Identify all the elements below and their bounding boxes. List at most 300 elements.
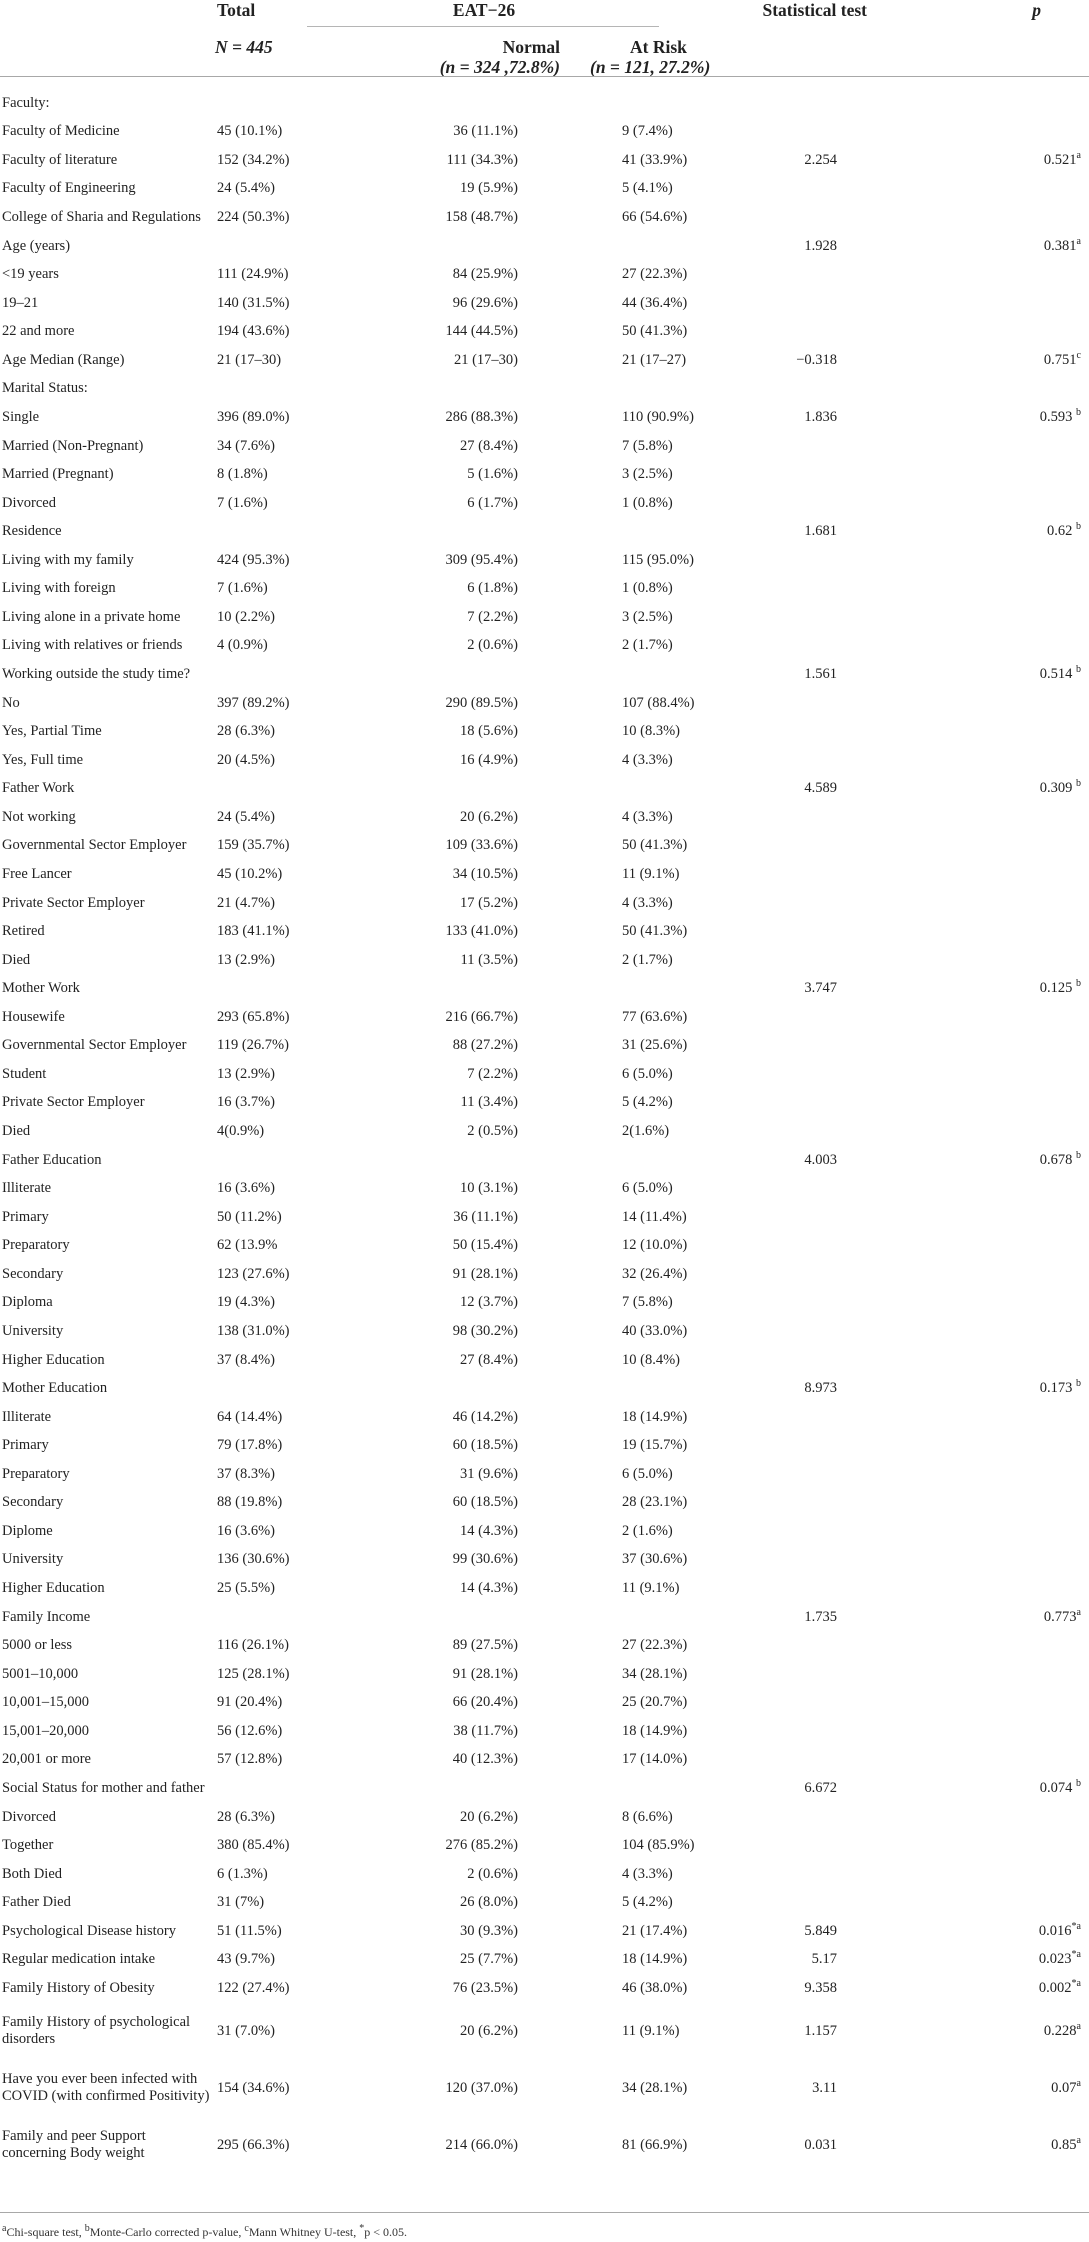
cell-statistic <box>729 2117 889 2174</box>
cell-statistic <box>729 175 889 204</box>
cell-total-text: 13 (2.9%) <box>217 1065 275 1082</box>
cell-normal <box>299 203 590 232</box>
row-label-text: Housewife <box>2 1008 65 1025</box>
cell-normal <box>299 1746 590 1775</box>
header-statistical-test: Statistical test <box>762 0 867 20</box>
cell-statistic <box>729 1460 889 1489</box>
p-value-superscript: a <box>1076 1606 1081 1618</box>
cell-p-value <box>889 1774 1089 1803</box>
cell-at-risk-text: 4 (3.3%) <box>622 1865 673 1882</box>
cell-p-value <box>889 803 1089 832</box>
cell-total-text: 122 (27.4%) <box>217 1979 290 1996</box>
row-label-text: Family Income <box>2 1608 91 1625</box>
row-label <box>0 375 213 404</box>
cell-normal <box>299 1631 590 1660</box>
cell-normal <box>299 1603 590 1632</box>
cell-at-risk-text: 10 (8.4%) <box>622 1351 680 1368</box>
cell-at-risk-text: 34 (28.1%) <box>622 1665 688 1682</box>
cell-p-value <box>889 2003 1089 2060</box>
table-row <box>0 260 1089 289</box>
cell-normal <box>299 1089 590 1118</box>
cell-at-risk-text: 104 (85.9%) <box>622 1837 695 1854</box>
cell-at-risk <box>590 2003 729 2060</box>
p-value-superscript: b <box>1076 1378 1081 1390</box>
footnote-b-mark: b <box>84 2223 90 2234</box>
table-row <box>0 1974 1089 2003</box>
row-label <box>0 974 213 1003</box>
cell-p-value <box>889 232 1089 261</box>
table-row <box>0 917 1089 946</box>
cell-total <box>213 1746 299 1775</box>
table-row <box>0 1460 1089 1489</box>
header-normal <box>299 31 590 89</box>
p-value-superscript: a <box>1076 2077 1081 2089</box>
cell-p-value <box>889 1403 1089 1432</box>
table-row <box>0 603 1089 632</box>
table-row <box>0 89 1089 118</box>
cell-at-risk-text: 4 (3.3%) <box>622 808 673 825</box>
cell-statistic-text: 1.681 <box>804 523 837 540</box>
cell-p-value <box>889 689 1089 718</box>
cell-normal <box>299 1260 590 1289</box>
p-value-superscript: c <box>1076 350 1081 362</box>
cell-total-text: 16 (3.7%) <box>217 1094 275 1111</box>
cell-statistic <box>729 1060 889 1089</box>
cell-total <box>213 1803 299 1832</box>
cell-p-value-text: 0.381 <box>1043 237 1077 254</box>
cell-total-text: 31 (7.0%) <box>217 2022 275 2039</box>
cell-p-value <box>889 403 1089 432</box>
cell-p-value <box>889 632 1089 661</box>
table-row <box>0 1232 1089 1261</box>
header-eat26: EAT−26 <box>299 0 729 31</box>
cell-statistic <box>729 289 889 318</box>
cell-statistic <box>729 546 889 575</box>
p-value-superscript: b <box>1076 1149 1081 1161</box>
cell-p-value <box>889 489 1089 518</box>
cell-p-value <box>889 1032 1089 1061</box>
cell-total <box>213 803 299 832</box>
row-label <box>0 318 213 347</box>
table-row <box>0 403 1089 432</box>
cell-normal-text: 111 (34.3%) <box>446 151 518 168</box>
cell-normal <box>299 2060 590 2117</box>
cell-at-risk <box>590 1746 729 1775</box>
row-label <box>0 2117 213 2174</box>
row-label <box>0 575 213 604</box>
table-row <box>0 1374 1089 1403</box>
cell-total <box>213 1689 299 1718</box>
cell-normal-text: 14 (4.3%) <box>460 1522 518 1539</box>
row-label <box>0 1888 213 1917</box>
row-label-text: Preparatory <box>2 1465 70 1482</box>
row-label-text: Marital Status: <box>2 380 88 397</box>
row-label <box>0 689 213 718</box>
cell-p-value <box>889 1174 1089 1203</box>
cell-at-risk-text: 18 (14.9%) <box>622 1951 688 1968</box>
cell-statistic-text: 2.254 <box>804 151 837 168</box>
cell-p-value <box>889 1203 1089 1232</box>
row-label <box>0 1174 213 1203</box>
cell-total-text: 64 (14.4%) <box>217 1408 283 1425</box>
cell-at-risk-text: 115 (95.0%) <box>622 551 694 568</box>
p-value-superscript: b <box>1076 664 1081 676</box>
cell-normal-text: 290 (89.5%) <box>445 694 518 711</box>
table-row <box>0 1717 1089 1746</box>
cell-total-text: 21 (4.7%) <box>217 894 275 911</box>
cell-total <box>213 603 299 632</box>
cell-at-risk <box>590 1689 729 1718</box>
cell-normal <box>299 746 590 775</box>
row-label <box>0 232 213 261</box>
row-label-text: Psychological Disease history <box>2 1922 176 1939</box>
cell-p-value <box>889 660 1089 689</box>
row-label-text: Both Died <box>2 1865 63 1882</box>
cell-statistic <box>729 403 889 432</box>
row-label-text: Diplome <box>2 1522 53 1539</box>
cell-total-text: 424 (95.3%) <box>217 551 290 568</box>
cell-p-value <box>889 575 1089 604</box>
cell-total-text: 34 (7.6%) <box>217 437 275 454</box>
table-row <box>0 375 1089 404</box>
cell-statistic <box>729 1831 889 1860</box>
cell-total-text: 56 (12.6%) <box>217 1722 283 1739</box>
row-label-text: Father Education <box>2 1151 102 1168</box>
row-label <box>0 1603 213 1632</box>
cell-statistic <box>729 889 889 918</box>
cell-at-risk <box>590 1232 729 1261</box>
cell-statistic-text: 1.928 <box>804 237 837 254</box>
cell-at-risk-text: 27 (22.3%) <box>622 1637 688 1654</box>
cell-at-risk <box>590 2117 729 2174</box>
table-row <box>0 346 1089 375</box>
cell-at-risk <box>590 1631 729 1660</box>
row-label <box>0 1060 213 1089</box>
cell-p-value <box>889 603 1089 632</box>
cell-normal <box>299 346 590 375</box>
table-row <box>0 660 1089 689</box>
cell-p-value <box>889 1003 1089 1032</box>
table-row <box>0 860 1089 889</box>
row-label-text: Yes, Full time <box>2 751 84 768</box>
row-label <box>0 1460 213 1489</box>
row-label-text: 5001–10,000 <box>2 1665 79 1682</box>
cell-at-risk <box>590 1203 729 1232</box>
cell-p-value-text: 0.678 <box>1039 1151 1076 1168</box>
table-row <box>0 1032 1089 1061</box>
cell-p-value-text: 0.07 <box>1051 2079 1077 2096</box>
p-value-superscript: a <box>1076 150 1081 162</box>
cell-at-risk <box>590 1489 729 1518</box>
cell-normal <box>299 1888 590 1917</box>
cell-total <box>213 489 299 518</box>
cell-statistic <box>729 603 889 632</box>
cell-statistic <box>729 1403 889 1432</box>
cell-normal <box>299 1489 590 1518</box>
row-label-text: Preparatory <box>2 1237 70 1254</box>
cell-p-value <box>889 1603 1089 1632</box>
footnote-a-text: Chi-square test, <box>6 2225 85 2239</box>
cell-at-risk <box>590 1860 729 1889</box>
row-label-text: Living with relatives or friends <box>2 637 183 654</box>
table-row <box>0 1003 1089 1032</box>
cell-total-text: 111 (24.9%) <box>217 266 289 283</box>
cell-at-risk-text: 11 (9.1%) <box>622 865 680 882</box>
row-label-text: Faculty of literature <box>2 151 118 168</box>
cell-at-risk-text: 66 (54.6%) <box>622 209 688 226</box>
row-label-text: Student <box>2 1065 47 1082</box>
p-value-superscript: b <box>1076 1778 1081 1790</box>
cell-normal-text: 14 (4.3%) <box>460 1580 518 1597</box>
cell-at-risk <box>590 2060 729 2117</box>
cell-at-risk <box>590 1289 729 1318</box>
p-value-superscript: *a <box>1071 1978 1081 1990</box>
cell-normal <box>299 517 590 546</box>
cell-total-text: 183 (41.1%) <box>217 923 290 940</box>
cell-statistic <box>729 489 889 518</box>
cell-normal <box>299 603 590 632</box>
cell-p-value <box>889 1146 1089 1175</box>
cell-p-value <box>889 1574 1089 1603</box>
cell-statistic <box>729 1317 889 1346</box>
row-label-text: Living with my family <box>2 551 134 568</box>
cell-at-risk <box>590 1660 729 1689</box>
cell-total <box>213 517 299 546</box>
cell-statistic <box>729 2003 889 2060</box>
cell-at-risk-text: 18 (14.9%) <box>622 1722 688 1739</box>
table-row <box>0 146 1089 175</box>
cell-at-risk-text: 10 (8.3%) <box>622 723 680 740</box>
cell-statistic <box>729 2060 889 2117</box>
row-label-text: Primary <box>2 1437 49 1454</box>
cell-at-risk <box>590 946 729 975</box>
cell-total <box>213 1403 299 1432</box>
cell-total <box>213 1032 299 1061</box>
row-label-text: Primary <box>2 1208 49 1225</box>
cell-at-risk <box>590 1060 729 1089</box>
cell-at-risk <box>590 1831 729 1860</box>
cell-total <box>213 832 299 861</box>
cell-p-value <box>889 1317 1089 1346</box>
cell-normal-text: 38 (11.7%) <box>453 1722 518 1739</box>
cell-p-value <box>889 717 1089 746</box>
p-value-superscript: b <box>1076 778 1081 790</box>
cell-at-risk-text: 50 (41.3%) <box>622 923 688 940</box>
cell-statistic <box>729 1489 889 1518</box>
table-row <box>0 746 1089 775</box>
row-label-text: Divorced <box>2 1808 56 1825</box>
table-row <box>0 1888 1089 1917</box>
row-label <box>0 1574 213 1603</box>
cell-normal-text: 309 (95.4%) <box>445 551 518 568</box>
cell-total <box>213 260 299 289</box>
table-row <box>0 1174 1089 1203</box>
cell-statistic-text: 5.849 <box>804 1922 837 1939</box>
row-label <box>0 660 213 689</box>
cell-p-value <box>889 1089 1089 1118</box>
cell-statistic <box>729 318 889 347</box>
table-row <box>0 1060 1089 1089</box>
row-label <box>0 517 213 546</box>
cell-total <box>213 1546 299 1575</box>
header-rule <box>0 76 1089 77</box>
cell-p-value <box>889 860 1089 889</box>
table-body <box>0 89 1089 2174</box>
cell-p-value <box>889 175 1089 204</box>
row-label-text: Governmental Sector Employer <box>2 1037 187 1054</box>
cell-normal <box>299 917 590 946</box>
cell-at-risk <box>590 517 729 546</box>
row-label-text: Together <box>2 1837 54 1854</box>
cell-normal-text: 6 (1.7%) <box>467 494 518 511</box>
cell-normal <box>299 260 590 289</box>
cell-at-risk <box>590 860 729 889</box>
cell-total <box>213 746 299 775</box>
cell-normal-text: 5 (1.6%) <box>467 466 518 483</box>
cell-total <box>213 1460 299 1489</box>
cell-total-text: 50 (11.2%) <box>217 1208 282 1225</box>
cell-total-text: 8 (1.8%) <box>217 466 268 483</box>
cell-at-risk <box>590 1546 729 1575</box>
cell-statistic <box>729 1089 889 1118</box>
cell-p-value <box>889 1232 1089 1261</box>
cell-at-risk-text: 21 (17–27) <box>622 351 687 368</box>
cell-at-risk <box>590 232 729 261</box>
cell-statistic-text: 3.747 <box>804 980 837 997</box>
row-label-text: University <box>2 1551 64 1568</box>
row-label <box>0 717 213 746</box>
table-row <box>0 289 1089 318</box>
cell-total <box>213 203 299 232</box>
cell-statistic-text: 8.973 <box>804 1380 837 1397</box>
row-label-text: Higher Education <box>2 1351 105 1368</box>
cell-at-risk <box>590 1603 729 1632</box>
cell-normal <box>299 632 590 661</box>
cell-at-risk-text: 21 (17.4%) <box>622 1922 688 1939</box>
cell-normal-text: 20 (6.2%) <box>460 808 518 825</box>
cell-normal-text: 84 (25.9%) <box>452 266 518 283</box>
table-row <box>0 546 1089 575</box>
cell-p-value <box>889 203 1089 232</box>
cell-at-risk-text: 12 (10.0%) <box>622 1237 688 1254</box>
cell-total <box>213 889 299 918</box>
cell-at-risk-text: 8 (6.6%) <box>622 1808 673 1825</box>
cell-normal <box>299 1974 590 2003</box>
cell-at-risk-text: 1 (0.8%) <box>622 580 673 597</box>
cell-at-risk <box>590 489 729 518</box>
cell-normal-text: 7 (2.2%) <box>467 1065 518 1082</box>
cell-p-value <box>889 432 1089 461</box>
cell-normal <box>299 1232 590 1261</box>
cell-at-risk <box>590 460 729 489</box>
cell-total-text: 62 (13.9% <box>217 1237 278 1254</box>
row-label <box>0 460 213 489</box>
cell-total <box>213 2060 299 2117</box>
cell-statistic-text: 0.031 <box>804 2136 837 2153</box>
table-row <box>0 974 1089 1003</box>
row-label-text: Single <box>2 408 40 425</box>
cell-total <box>213 1203 299 1232</box>
table-row <box>0 489 1089 518</box>
cell-total-text: 24 (5.4%) <box>217 808 275 825</box>
eat26-underline <box>307 26 659 27</box>
cell-p-value <box>889 746 1089 775</box>
row-label-text: Divorced <box>2 494 56 511</box>
footnote <box>2 2225 407 2240</box>
cell-at-risk-text: 3 (2.5%) <box>622 608 673 625</box>
cell-normal-text: 31 (9.6%) <box>460 1465 518 1482</box>
cell-at-risk <box>590 1717 729 1746</box>
cell-normal-text: 7 (2.2%) <box>467 608 518 625</box>
cell-at-risk-text: 5 (4.1%) <box>622 180 673 197</box>
cell-at-risk <box>590 832 729 861</box>
cell-at-risk <box>590 603 729 632</box>
cell-normal-text: 25 (7.7%) <box>460 1951 518 1968</box>
cell-at-risk <box>590 289 729 318</box>
cell-total-text: 16 (3.6%) <box>217 1522 275 1539</box>
cell-p-value <box>889 375 1089 404</box>
cell-statistic <box>729 1860 889 1889</box>
cell-p-value <box>889 1489 1089 1518</box>
cell-normal-text: 46 (14.2%) <box>452 1408 518 1425</box>
cell-total <box>213 1717 299 1746</box>
table-row <box>0 1517 1089 1546</box>
row-label-text: No <box>2 694 20 711</box>
cell-total-text: 7 (1.6%) <box>217 580 268 597</box>
cell-normal-text: 214 (66.0%) <box>445 2136 518 2153</box>
cell-p-value <box>889 1346 1089 1375</box>
row-label <box>0 1831 213 1860</box>
cell-statistic <box>729 1374 889 1403</box>
cell-normal-text: 12 (3.7%) <box>460 1294 518 1311</box>
cell-normal <box>299 375 590 404</box>
cell-total <box>213 775 299 804</box>
cell-statistic <box>729 832 889 861</box>
cell-normal-text: 6 (1.8%) <box>467 580 518 597</box>
cell-at-risk-text: 110 (90.9%) <box>622 408 694 425</box>
row-label <box>0 1660 213 1689</box>
cell-statistic-text: 1.157 <box>804 2022 837 2039</box>
cell-at-risk <box>590 89 729 118</box>
cell-total-text: 20 (4.5%) <box>217 751 275 768</box>
row-label-text: Age Median (Range) <box>2 351 125 368</box>
row-label <box>0 1003 213 1032</box>
table-row <box>0 1089 1089 1118</box>
cell-total-text: 28 (6.3%) <box>217 723 275 740</box>
cell-total-text: 7 (1.6%) <box>217 494 268 511</box>
cell-at-risk <box>590 1888 729 1917</box>
cell-statistic-text: 4.589 <box>804 780 837 797</box>
cell-at-risk <box>590 632 729 661</box>
cell-total-text: 123 (27.6%) <box>217 1265 290 1282</box>
cell-total-text: 136 (30.6%) <box>217 1551 290 1568</box>
cell-total <box>213 146 299 175</box>
cell-normal <box>299 1946 590 1975</box>
row-label-text: Married (Non-Pregnant) <box>2 437 144 454</box>
cell-normal <box>299 1831 590 1860</box>
row-label <box>0 946 213 975</box>
cell-normal <box>299 775 590 804</box>
p-value-superscript: a <box>1076 2134 1081 2146</box>
cell-statistic <box>729 1174 889 1203</box>
cell-p-value <box>889 318 1089 347</box>
cell-p-value-text: 0.85 <box>1051 2136 1077 2153</box>
cell-normal-text: 50 (15.4%) <box>452 1237 518 1254</box>
cell-total <box>213 375 299 404</box>
row-label <box>0 1689 213 1718</box>
row-label <box>0 289 213 318</box>
table-row <box>0 2117 1089 2174</box>
